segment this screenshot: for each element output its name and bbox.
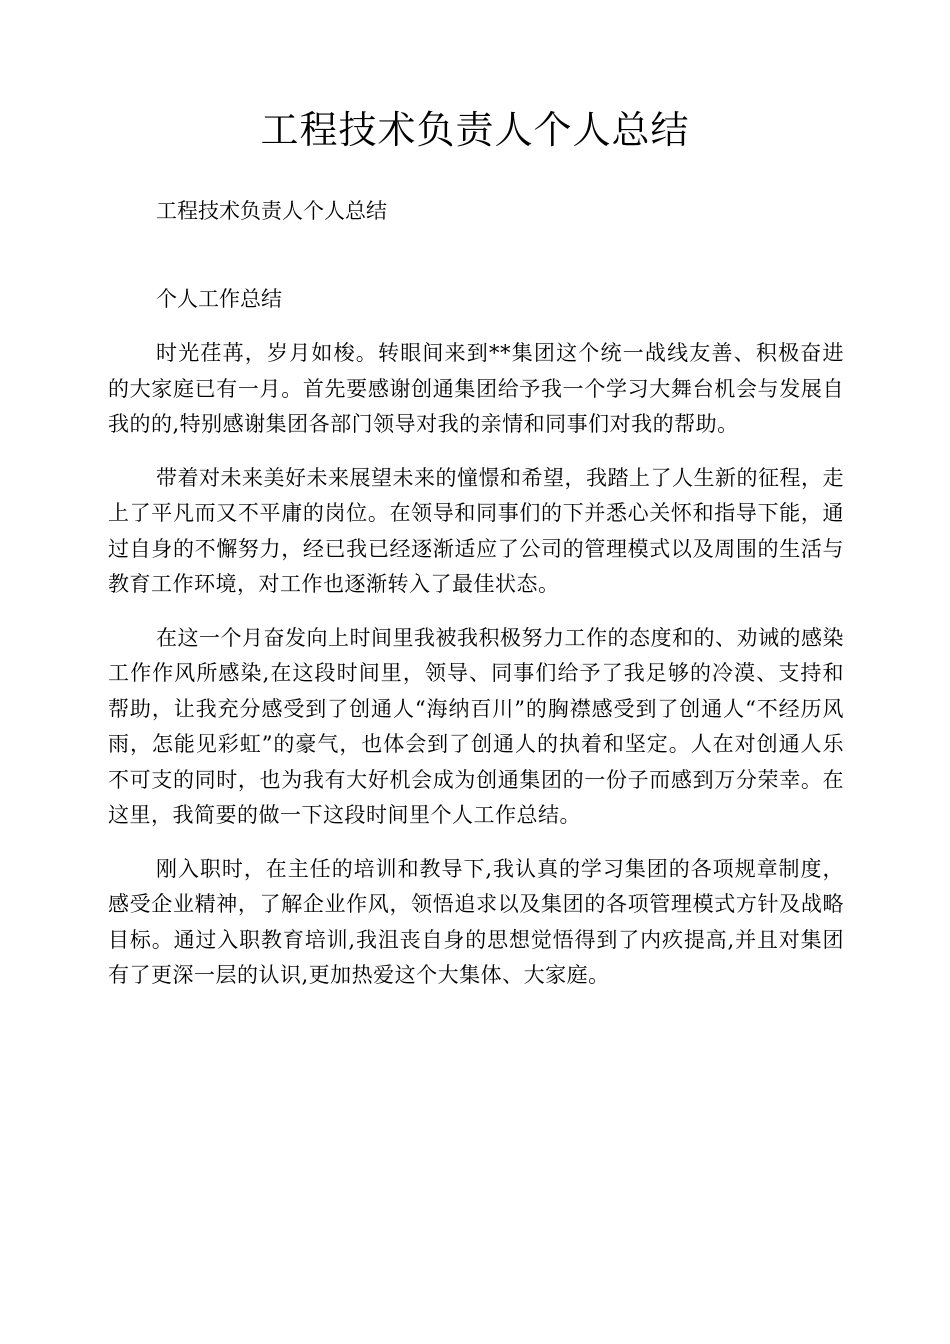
document-subtitle: 工程技术负责人个人总结 (156, 199, 387, 223)
body-text (108, 336, 844, 1012)
section-heading: 个人工作总结 (156, 287, 282, 311)
paragraph: 带着对未来美好未来展望未来的憧憬和希望，我踏上了人生新的征程，走上了平凡而又不平庸的岗位。在领导和同事们的下并悉心关怀和指导下能，通过自身的不懈努力，经已我已经逐渐适应了公司的管理模式以及周围的生活与教育工作环境，对工作也逐渐转入了最佳状态。 (108, 465, 844, 596)
paragraph: 在这一个月奋发向上时间里我被我积极努力工作的态度和的、劝诫的感染工作作风所感染,在这段时间里，领导、同事们给予了我足够的冷漠、支持和帮助，让我充分感受到了创通人“海纳百川”的胸襟感受到了创通人“不经历风雨，怎能见彩虹”的豪气，也体会到了创通人的执着和坚定。人在对创通人乐不可支的同时，也为我有大好机会成为创通集团的一份子而感到万分荣幸。在这里，我简要的做一下这段时间里个人工作总结。 (108, 625, 844, 827)
paragraph: 刚入职时，在主任的培训和教导下,我认真的学习集团的各项规章制度，感受企业精神，了解企业作风，领悟追求以及集团的各项管理模式方针及战略目标。通过入职教育培训,我沮丧自身的思想觉悟得到了内疚提高,并且对集团有了更深一层的认识,更加热爱这个大集体、大家庭。 (108, 856, 844, 987)
document-title: 工程技术负责人个人总结 (260, 108, 690, 152)
paragraph: 时光荏苒，岁月如梭。转眼间来到**集团这个统一战线友善、积极奋进的大家庭已有一月。首先要感谢创通集团给予我一个学习大舞台机会与发展自我的的,特别感谢集团各部门领导对我的亲情和同事们对我的帮助。 (108, 341, 844, 436)
